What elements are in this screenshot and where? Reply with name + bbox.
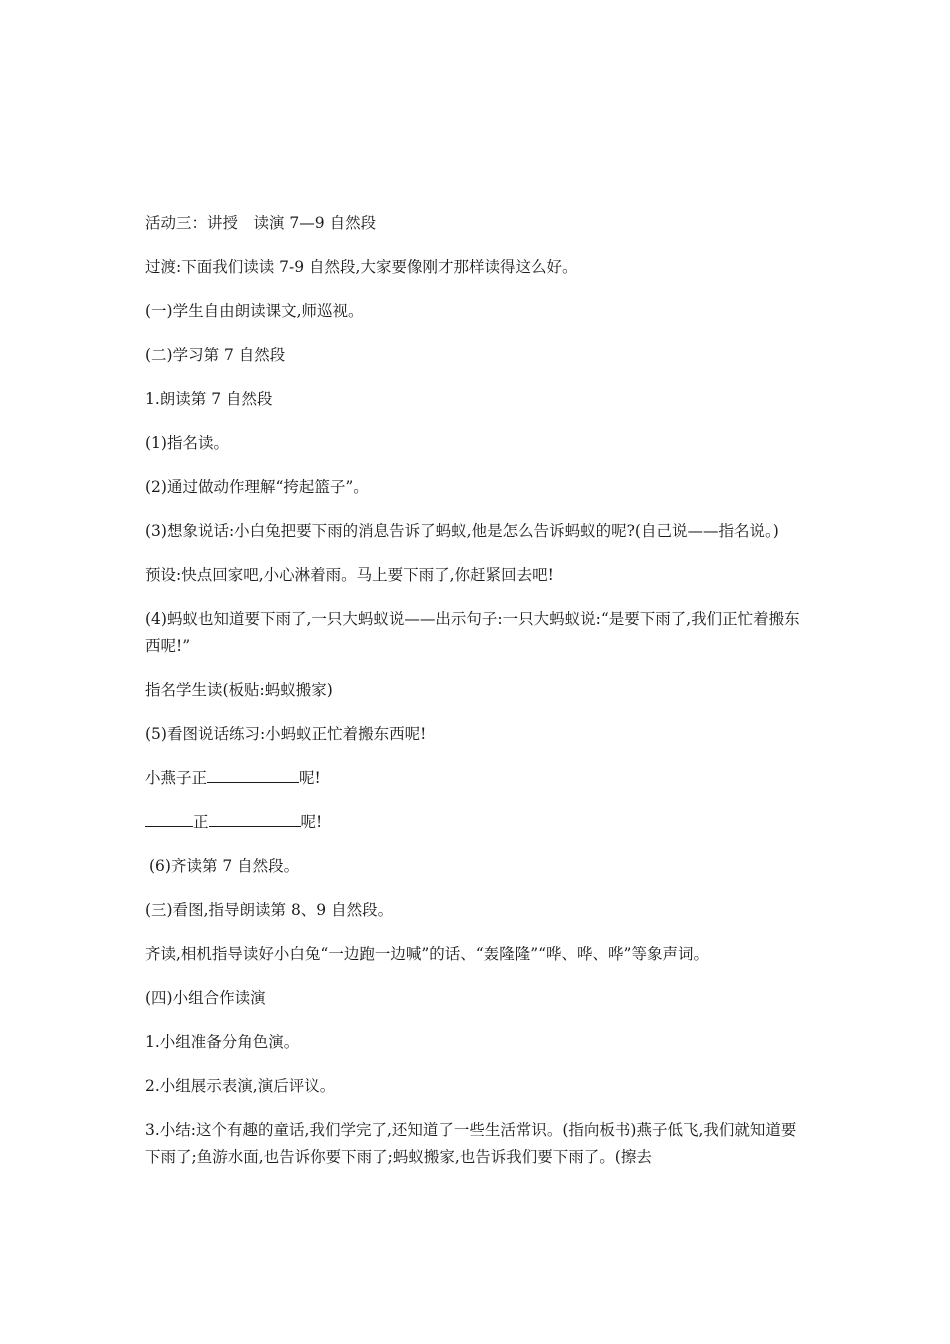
section-one: (一)学生自由朗读课文,师巡视。 — [145, 302, 364, 320]
activity-heading: 活动三：讲授 读演 7—9 自然段 — [145, 214, 377, 232]
fill-blank-1-suffix: 呢! — [299, 769, 321, 787]
student-read-paragraph: 指名学生读(板贴:蚂蚁搬家) — [145, 681, 333, 699]
group-step-2: 2.小组展示表演,演后评议。 — [145, 1077, 336, 1095]
group-step-1: 1.小组准备分角色演。 — [145, 1033, 300, 1051]
fill-blank-line-1 — [145, 765, 810, 792]
fill-blank-1-prefix: 小燕子正 — [145, 769, 208, 787]
blank-line — [145, 810, 193, 827]
item-4: (4)蚂蚁也知道要下雨了,一只大蚂蚁说——出示句子:一只大蚂蚁说:“是要下雨了,我们正忙着搬东西呢!” — [145, 610, 800, 655]
item-5: (5)看图说话练习:小蚂蚁正忙着搬东西呢! — [145, 725, 427, 743]
section-two: (二)学习第 7 自然段 — [145, 346, 286, 364]
choral-reading-paragraph: 齐读,相机指导读好小白兔“一边跑一边喊”的话、“轰隆隆”“哗、哗、哗”等象声词。 — [145, 945, 709, 963]
summary-paragraph: 3.小结:这个有趣的童话,我们学完了,还知道了一些生活常识。(指向板书)燕子低飞,我们就知道要下雨了;鱼游水面,也告诉你要下雨了;蚂蚁搬家,也告诉我们要下雨了。(擦去 — [145, 1121, 797, 1166]
document-body — [145, 210, 810, 1188]
blank-line — [207, 766, 299, 783]
fill-blank-2-suffix: 呢! — [300, 813, 323, 831]
transition-paragraph: 过渡:下面我们读读 7-9 自然段,大家要像刚才那样读得这么好。 — [145, 258, 578, 276]
item-3: (3)想象说话:小白兔把要下雨的消息告诉了蚂蚁,他是怎么告诉蚂蚁的呢?(自己说——指名说。) — [145, 522, 779, 540]
section-three: (三)看图,指导朗读第 8、9 自然段。 — [145, 901, 394, 919]
item-1: (1)指名读。 — [145, 434, 229, 452]
section-four: (四)小组合作读演 — [145, 989, 266, 1007]
fill-blank-2-middle: 正 — [193, 813, 209, 831]
step-one: 1.朗读第 7 自然段 — [145, 390, 273, 408]
item-2: (2)通过做动作理解“挎起篮子”。 — [145, 478, 369, 496]
item-6: (6)齐读第 7 自然段。 — [149, 857, 300, 875]
preset-paragraph: 预设:快点回家吧,小心淋着雨。马上要下雨了,你赶紧回去吧! — [145, 566, 554, 584]
fill-blank-line-2 — [145, 809, 810, 836]
blank-line — [209, 810, 301, 827]
